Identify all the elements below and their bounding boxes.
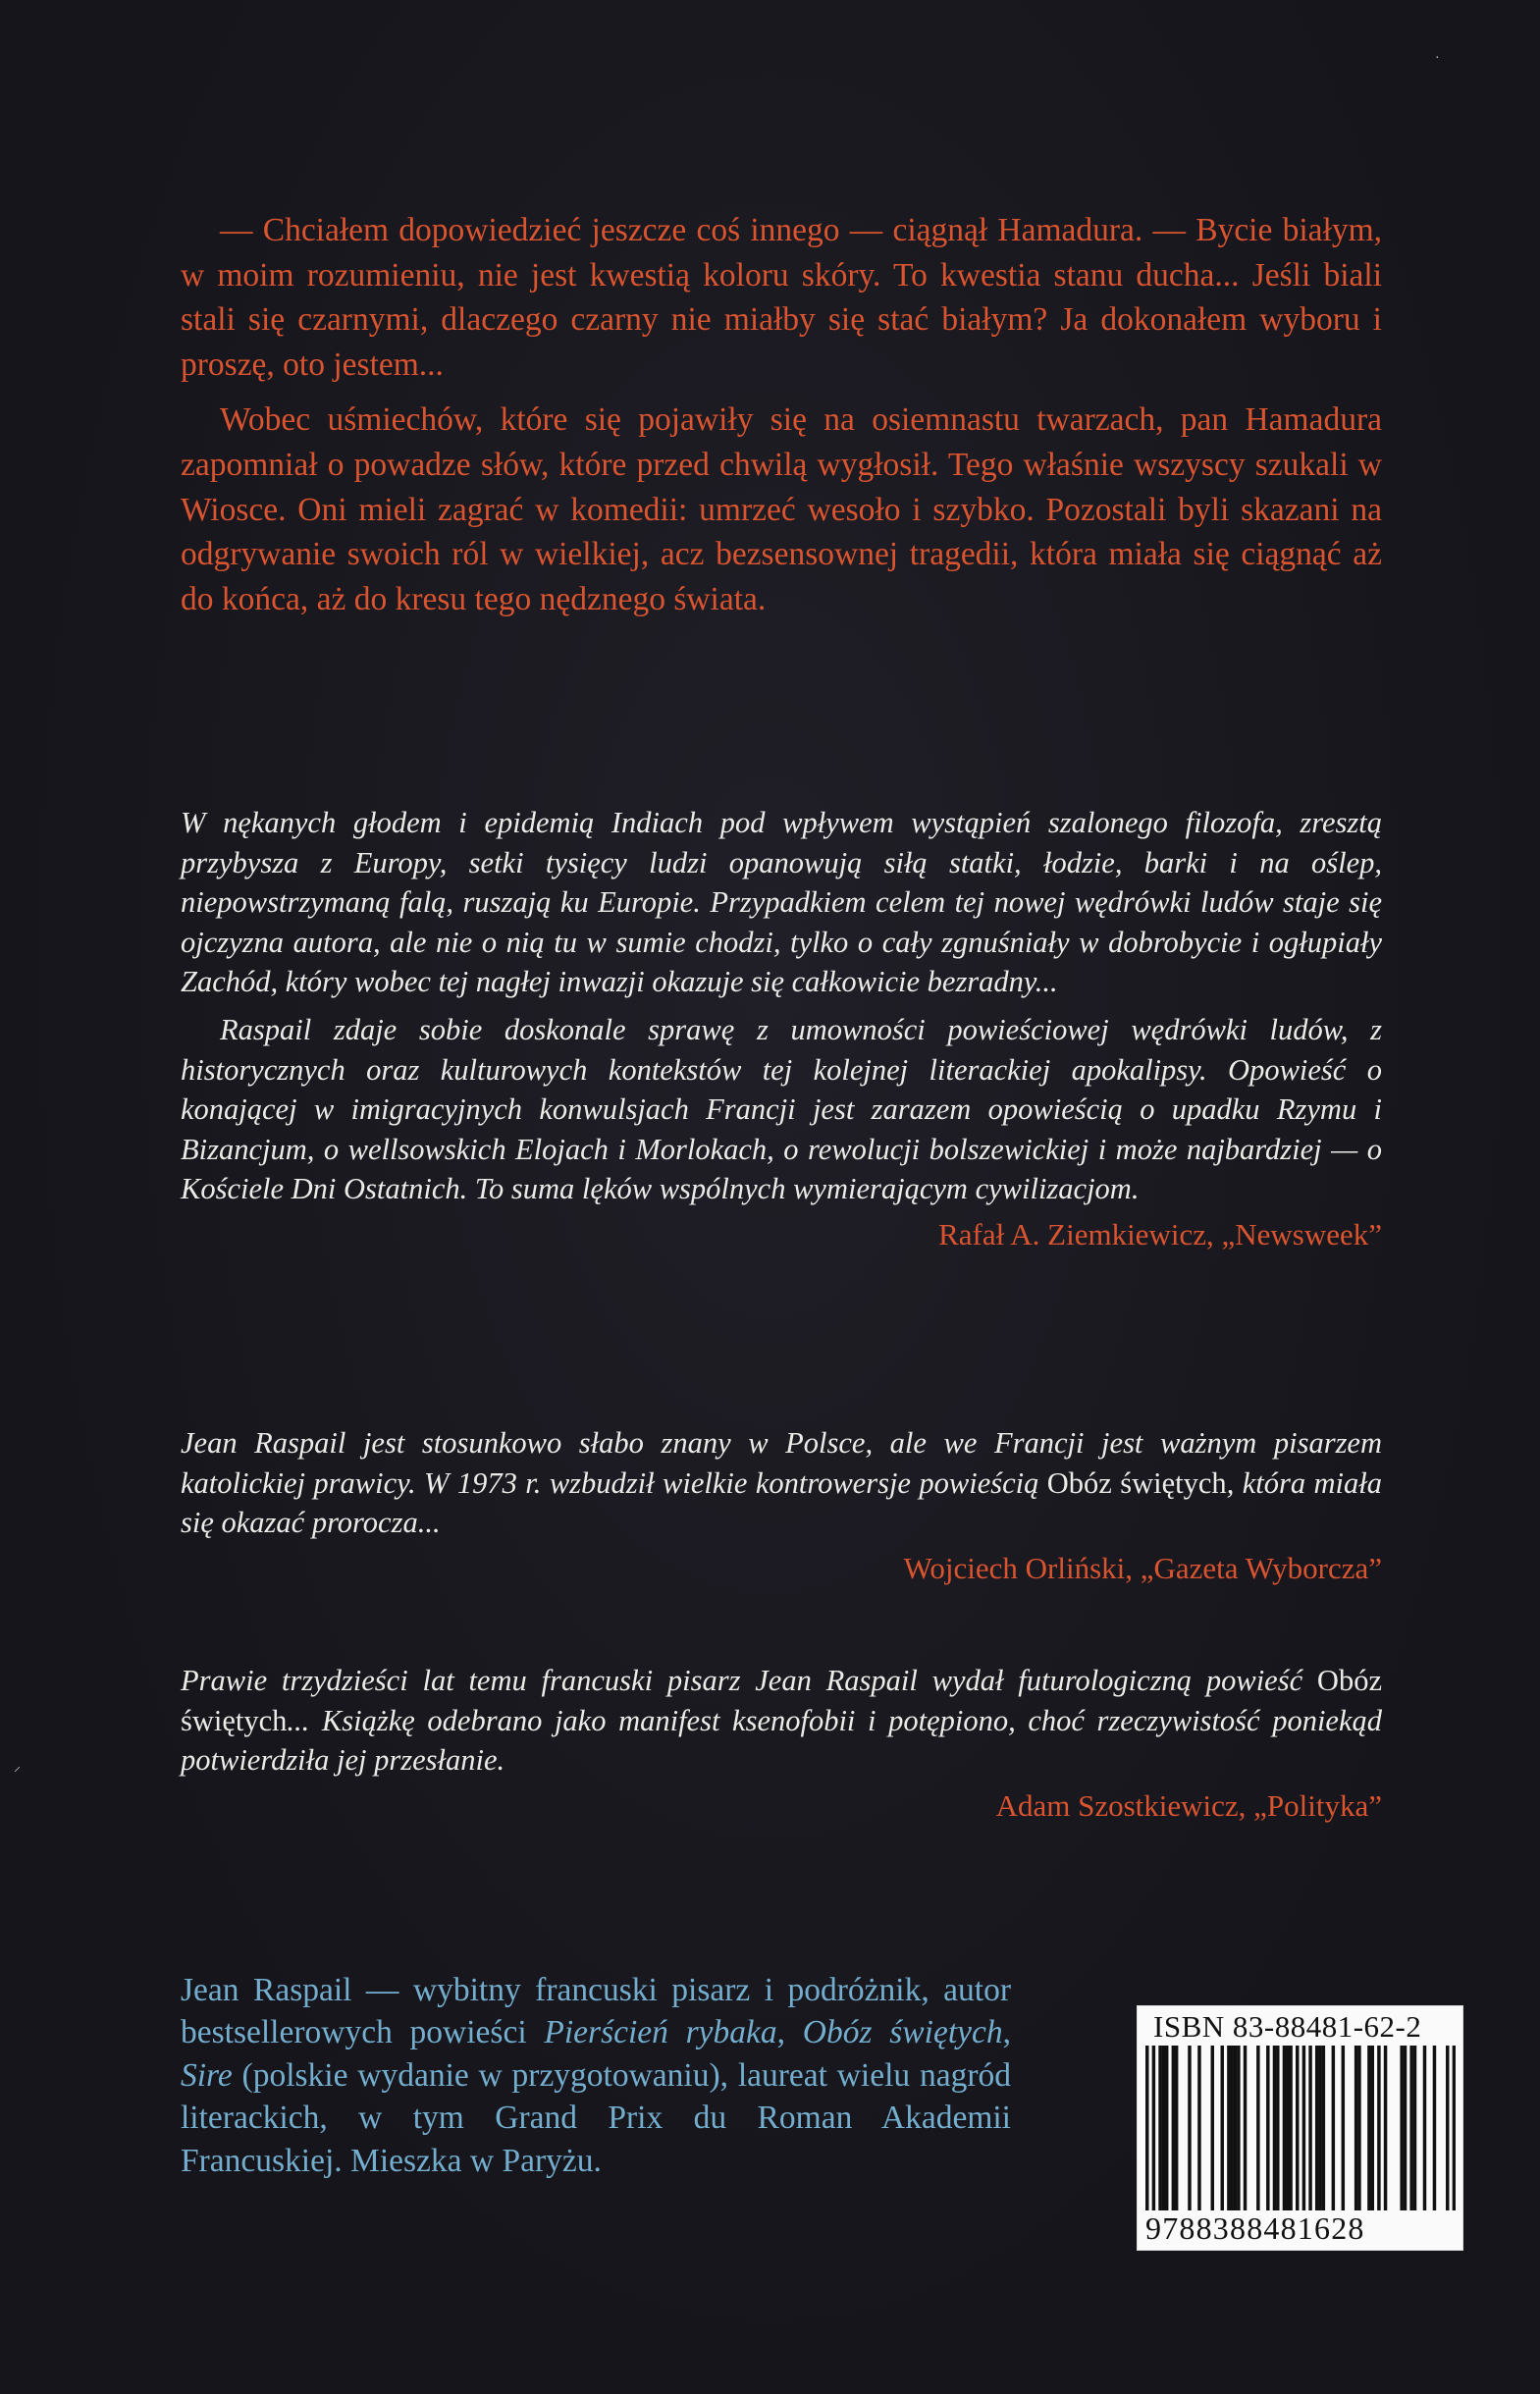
book-title: Pierścień rybaka (544, 2014, 777, 2051)
barcode-bar (1256, 2046, 1259, 2210)
crease-mark: · (1435, 51, 1440, 66)
barcode-bar (1234, 2046, 1237, 2210)
review-text: Prawie trzydzieści lat temu francuski pisarz Jean Raspail wydał futurologiczną powieść (181, 1664, 1317, 1697)
barcode-bar (1384, 2046, 1387, 2210)
bio-separator: , (1002, 2014, 1011, 2051)
novel-excerpt (181, 208, 1382, 621)
bio-separator: , (776, 2014, 803, 2051)
barcode-bar (1211, 2046, 1214, 2210)
excerpt-paragraph: — Chciałem dopowiedzieć jeszcze coś innego — ciągnął Hamadura. — Bycie białym, w moim rozumieniu, nie jest kwestią koloru skóry. To kwestia stanu ducha... Jeśli biali stali się czarnymi, dlaczego czarny nie miałby się stać białym? Ja dokonałem wyboru i proszę, oto jestem... (181, 212, 1382, 383)
barcode-bar (1453, 2046, 1456, 2210)
barcode-bar (1175, 2046, 1178, 2210)
barcode-bar (1404, 2046, 1407, 2210)
review-attribution: Adam Szostkiewicz, „Polityka” (995, 1787, 1382, 1823)
review-szostkiewicz (181, 1661, 1382, 1826)
barcode-bar (1413, 2046, 1416, 2210)
barcode-bar (1308, 2046, 1311, 2210)
barcode-bar (1354, 2046, 1357, 2210)
review-ziemkiewicz (181, 803, 1382, 1254)
review-paragraph (181, 1423, 1382, 1543)
barcode-bar (1283, 2046, 1286, 2210)
bio-text: Jean Raspail — wybitny francuski pisarz i podróżnik, autor bestsellerowych powieści (181, 1972, 1011, 2051)
barcode-bar (1357, 2046, 1360, 2210)
review-attribution: Rafał A. Ziemkiewicz, „Newsweek” (938, 1216, 1382, 1251)
barcode-bar (1302, 2046, 1305, 2210)
barcode-bar (1172, 2046, 1175, 2210)
isbn-barcode-box (1137, 2005, 1463, 2251)
review-text: , która miała się okazać prorocza... (181, 1465, 1383, 1540)
review-text: Jean Raspail jest stosunkowo słabo znany w Polsce, ale we Francji jest ważnym pisarzem katolickiej prawicy. W 1973 r. wzbudził wielkie kontrowersje powieścią (181, 1426, 1382, 1500)
barcode-bar (1446, 2046, 1449, 2210)
barcode-bar (1188, 2046, 1191, 2210)
barcode-bar (1286, 2046, 1289, 2210)
review-text: ... Książkę odebrano jako manifest ksenofobii i potępiono, choć rzeczywistość poniekąd potwierdziła jej przesłanie. (181, 1703, 1382, 1778)
barcode-bar (1197, 2046, 1200, 2210)
barcode-bar (1315, 2046, 1318, 2210)
barcode-bar (1221, 2046, 1224, 2210)
barcode-bar (1244, 2046, 1247, 2210)
barcode-bar (1371, 2046, 1374, 2210)
ean-number: 9788388481628 (1145, 2210, 1365, 2246)
barcode-bar (1165, 2046, 1168, 2210)
barcode-bar (1296, 2046, 1299, 2210)
barcode-bar (1400, 2046, 1403, 2210)
barcode-bar (1322, 2046, 1325, 2210)
book-title: Obóz świętych (802, 2014, 1003, 2051)
book-title: Obóz świętych (1046, 1465, 1227, 1500)
barcode-bar (1227, 2046, 1230, 2210)
barcode-bar (1377, 2046, 1380, 2210)
barcode-bar (1433, 2046, 1436, 2210)
barcode-bar (1230, 2046, 1233, 2210)
isbn-label: ISBN 83-88481-62-2 (1153, 2009, 1422, 2044)
barcode-bar (1342, 2046, 1345, 2210)
barcode-bar (1158, 2046, 1161, 2210)
barcode-bar (1237, 2046, 1240, 2210)
book-title: Obóz świętych (181, 1664, 1382, 1737)
review-paragraph: W nękanych głodem i epidemią Indiach pod wpływem wystąpień szalonego filozofa, zresztą przybysza z Europy, setki tysięcy ludzi opanowują siłą statki, łodzie, barki i na oślep, niepowstrzymaną falą, ruszają ku Europie. Przypadkiem celem tej nowej wędrówki ludów staje się ojczyzna autora, ale nie o nią tu w sumie chodzi, tylko o cały zgnuśniały w dobrobycie i ogłupiały Zachód, który wobec tej nagłej inwazji okazuje się całkowicie bezradny... (181, 806, 1382, 999)
review-attribution: Wojciech Orliński, „Gazeta Wyborcza” (903, 1550, 1382, 1585)
barcode-bar (1423, 2046, 1426, 2210)
barcode-bar (1162, 2046, 1165, 2210)
barcode-bar (1145, 2046, 1148, 2210)
barcode-bar (1332, 2046, 1335, 2210)
excerpt-paragraph: Wobec uśmiechów, które się pojawiły się na osiemnastu twarzach, pan Hamadura zapomniał o powadze słów, które przed chwilą wygłosił. Tego właśnie wszyscy szukali w Wiosce. Oni mieli zagrać w komedii: umrzeć wesoło i szybko. Pozostali byli skazani na odgrywanie swoich ról w wielkiej, acz bezsensownej tragedii, która miała się ciągnąć aż do końca, aż do kresu tego nędznego świata. (181, 401, 1382, 617)
bio-text: (polskie wydanie w przygotowaniu), laureat wielu nagród literackich, w tym Grand Prix du Roman Akademii Francuskiej. Mieszka w Paryżu. (181, 2056, 1011, 2179)
barcode-bar (1367, 2046, 1370, 2210)
crease-mark: ⸝ (14, 1760, 21, 1775)
barcode-bar (1318, 2046, 1321, 2210)
book-title: Sire (181, 2056, 233, 2094)
barcode-bar (1152, 2046, 1155, 2210)
barcode-icon (1145, 2046, 1456, 2210)
barcode-bar (1409, 2046, 1412, 2210)
barcode-bar (1276, 2046, 1279, 2210)
barcode-bar (1266, 2046, 1269, 2210)
barcode-bar (1289, 2046, 1292, 2210)
author-bio (181, 1969, 1011, 2182)
barcode-bar (1273, 2046, 1276, 2210)
review-paragraph (181, 1661, 1382, 1781)
review-paragraph: Raspail zdaje sobie doskonale sprawę z umowności powieściowej wędrówki ludów, z historycznych oraz kulturowych kontekstów tej kolejnej literackiej apokalipsy. Opowieść o konającej w imigracyjnych konwulsjach Francji jest zarazem opowieścią o upadku Rzymu i Bizancjum, o wellsowskich Elojach i Morlokach, o rewolucji bolszewickiej i może najbardziej — o Kościele Dni Ostatnich. To suma lęków wspólnych wymierającym cywilizacjom. (181, 1012, 1382, 1206)
review-orlinski (181, 1423, 1382, 1588)
